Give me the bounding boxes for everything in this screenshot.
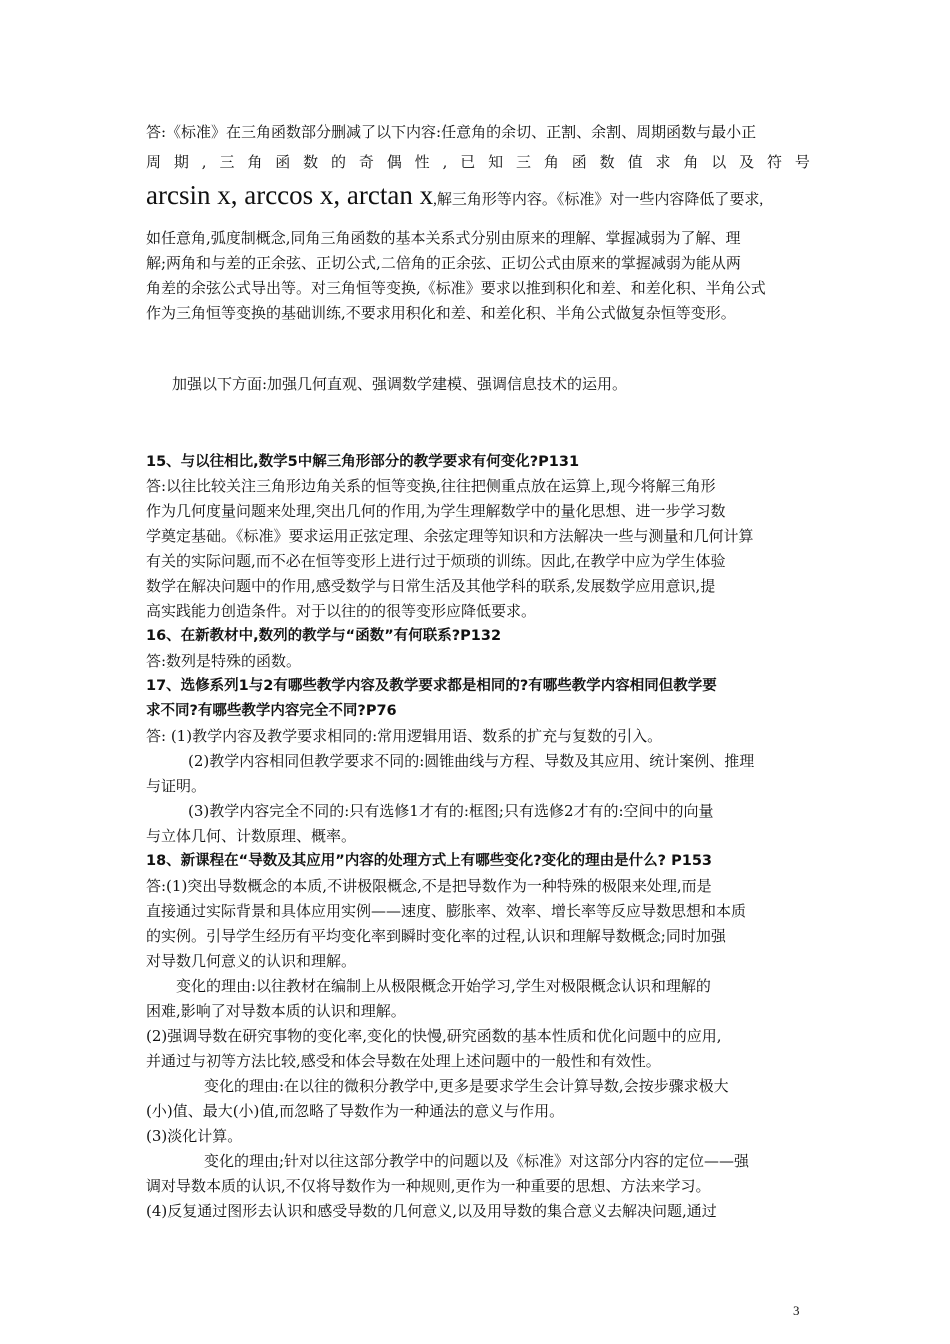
text-line: 变化的理由;针对以往这部分教学中的问题以及《标准》对这部分内容的定位——强 <box>204 1152 750 1170</box>
text-line: 答: (1)教学内容及教学要求相同的:常用逻辑用语、数系的扩充与复数的引入。 <box>146 727 663 745</box>
text-line: 高实践能力创造条件。对于以往的的很等变形应降低要求。 <box>146 602 537 620</box>
text-line: 答:《标准》在三角函数部分删减了以下内容:任意角的余切、正割、余割、周期函数与最小正 <box>146 123 757 141</box>
text-line: 变化的理由:以往教材在编制上从极限概念开始学习,学生对极限概念认识和理解的 <box>176 977 711 995</box>
text-line: 对导数几何意义的认识和理解。 <box>146 952 357 970</box>
page-number: 3 <box>793 1303 800 1318</box>
math-tail-text: ,解三角形等内容。《标准》对一些内容降低了要求, <box>433 192 764 208</box>
question-heading: 17、选修系列1与2有哪些教学内容及教学要求都是相同的?有哪些教学内容相同但教学要 <box>146 678 717 694</box>
question-heading: 求不同?有哪些教学内容完全不同?P76 <box>146 703 397 719</box>
text-line: 如任意角,弧度制概念,同角三角函数的基本关系式分别由原来的理解、掌握减弱为了解、理 <box>146 229 741 247</box>
text-line: (4)反复通过图形去认识和感受导数的几何意义,以及用导数的集合意义去解决问题,通过 <box>146 1202 717 1220</box>
text-line: 变化的理由:在以往的微积分教学中,更多是要求学生会计算导数,会按步骤求极大 <box>204 1077 729 1095</box>
text-line: (2)强调导数在研究事物的变化率,变化的快慢,研究函数的基本性质和优化问题中的应用, <box>146 1027 722 1045</box>
text-line: 作为三角恒等变换的基础训练,不要求用积化和差、和差化积、半角公式做复杂恒等变形。 <box>146 304 736 322</box>
text-line: 解;两角和与差的正余弦、正切公式,二倍角的正余弦、正切公式由原来的掌握减弱为能从两 <box>146 254 741 272</box>
math-formula-line <box>146 180 763 211</box>
spaced-text-line: 周 期 , 三 角 函 数 的 奇 偶 性 , 已 知 三 角 函 数 值 求 角 以 及 符 号 <box>146 153 810 171</box>
text-line: 与立体几何、计数原理、概率。 <box>146 827 357 845</box>
text-line: 并通过与初等方法比较,感受和体会导数在处理上述问题中的一般性和有效性。 <box>146 1052 661 1070</box>
text-line: 调对导数本质的认识,不仅将导数作为一种规则,更作为一种重要的思想、方法来学习。 <box>146 1177 711 1195</box>
text-line: 与证明。 <box>146 777 207 795</box>
text-line: 有关的实际问题,而不必在恒等变形上进行过于烦琐的训练。因此,在教学中应为学生体验 <box>146 552 726 570</box>
text-line: 数学在解决问题中的作用,感受数学与日常生活及其他学科的联系,发展数学应用意识,提 <box>146 577 716 595</box>
text-line: 的实例。引导学生经历有平均变化率到瞬时变化率的过程,认识和理解导数概念;同时加强 <box>146 927 726 945</box>
text-line: (3)淡化计算。 <box>146 1127 243 1145</box>
text-line: (小)值、最大(小)值,而忽略了导数作为一种通法的意义与作用。 <box>146 1102 565 1120</box>
question-heading: 16、在新教材中,数列的教学与“函数”有何联系?P132 <box>146 628 502 644</box>
text-line: 答:数列是特殊的函数。 <box>146 652 302 670</box>
text-line: 加强以下方面:加强几何直观、强调数学建模、强调信息技术的运用。 <box>172 375 628 393</box>
text-line: (2)教学内容相同但教学要求不同的:圆锥曲线与方程、导数及其应用、统计案例、推理 <box>188 752 755 770</box>
question-heading: 18、新课程在“导数及其应用”内容的处理方式上有哪些变化?变化的理由是什么? P153 <box>146 853 712 869</box>
text-line: 答:以往比较关注三角形边角关系的恒等变换,往往把侧重点放在运算上,现今将解三角形 <box>146 477 716 495</box>
text-line: 答:(1)突出导数概念的本质,不讲极限概念,不是把导数作为一种特殊的极限来处理,而是 <box>146 877 712 895</box>
text-line: 直接通过实际背景和具体应用实例——速度、膨胀率、效率、增长率等反应导数思想和本质 <box>146 902 747 920</box>
math-formula: arcsin x, arccos x, arctan x <box>146 180 434 210</box>
question-heading: 15、与以往相比,数学5中解三角形部分的教学要求有何变化?P131 <box>146 454 580 470</box>
text-line: (3)教学内容完全不同的:只有选修1才有的:框图;只有选修2才有的:空间中的向量 <box>188 802 714 820</box>
text-line: 学奠定基础。《标准》要求运用正弦定理、余弦定理等知识和方法解决一些与测量和几何计算 <box>146 527 754 545</box>
text-line: 困难,影响了对导数本质的认识和理解。 <box>146 1002 406 1020</box>
text-line: 作为几何度量问题来处理,突出几何的作用,为学生理解数学中的量化思想、进一步学习数 <box>146 502 726 520</box>
text-line: 角差的余弦公式导出等。对三角恒等变换,《标准》要求以推到积化和差、和差化积、半角公式 <box>146 279 766 297</box>
